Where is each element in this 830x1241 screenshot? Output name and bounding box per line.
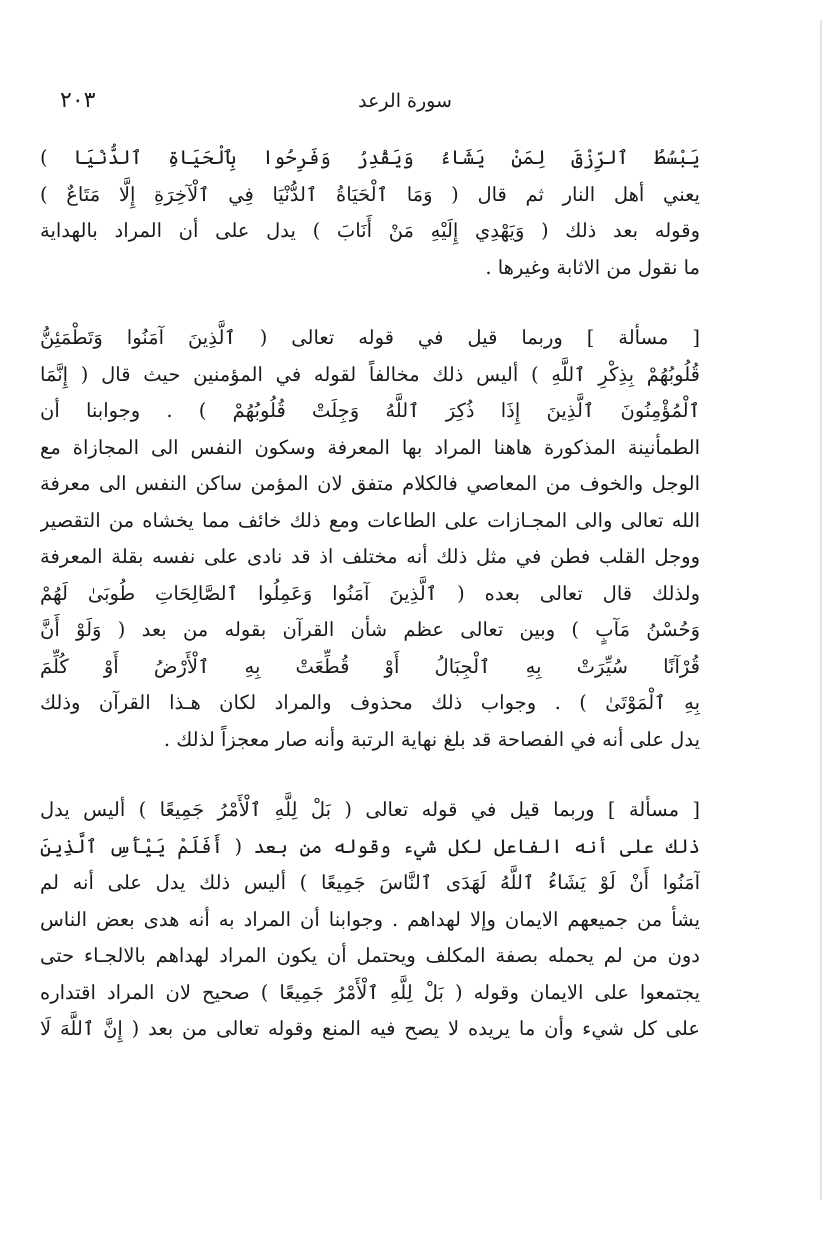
text-line: قُرْآنًا سُيِّرَتْ بِهِ ٱلْجِبَالُ أَوْ قُطِّعَتْ بِهِ ٱلْأَرْضُ أَوْ كُلِّمَ (40, 654, 700, 678)
text-line: آمَنُوا أَنْ لَوْ يَشَاءُ ٱللَّهُ لَهَدَى ٱلنَّاسَ جَمِيعًا ) أليس ذلك يدل على أنه لم (40, 871, 700, 894)
paragraph-continuation (40, 140, 700, 286)
page-edge-shadow (820, 20, 822, 1200)
text-line: الله تعالى والى المجـازات على الطاعات ومع ذلك خائف مما يخشاه من التقصير (40, 508, 700, 532)
paragraph-question-2 (40, 792, 700, 1048)
text-line: دون من لم يحمله بصفة المكلف ويحتمل أن يكون المراد لهداهم بالالجـاء حتى (40, 944, 700, 967)
body-text (40, 140, 700, 1048)
text-line: ولذلك قال تعالى بعده ( ٱلَّذِينَ آمَنُوا وَعَمِلُوا ٱلصَّالِحَاتِ طُوبَىٰ لَهُمْ (40, 581, 700, 605)
text-line: [ مسألة ] وربما قيل في قوله تعالى ( ٱلَّذِينَ آمَنُوا وَتَطْمَئِنُّ (40, 326, 700, 349)
text-line: قُلُوبُهُمْ بِذِكْرِ ٱللَّهِ ) أليس ذلك مخالفاً لقوله في المؤمنين حيث قال ( إِنَّمَا (40, 362, 700, 386)
text-line: الطمأنينة المذكورة هاهنا المراد بها المعرفة وسكون النفس الى المجازاة مع (40, 435, 700, 459)
text-line: على كل شيء وأن ما يريده لا يصح فيه المنع وقوله تعالى من بعد ( إِنَّ ٱللَّهَ لَا (40, 1017, 700, 1040)
text-line: ٱلْمُؤْمِنُونَ ٱلَّذِينَ إِذَا ذُكِرَ ٱللَّهُ وَجِلَتْ قُلُوبُهُمْ ) . وجوابنا أن (40, 399, 700, 422)
text-line: الوجل والخوف من المعاصي فالكلام متفق لان المؤمن ساكن النفس الى معرفة (40, 472, 700, 495)
paragraph-question-1 (40, 320, 700, 758)
text-line: يشأ من جميعهم الايمان وإلا لهداهم . وجوابنا أن المراد به أنه هدى بعض الناس (40, 907, 700, 931)
text-line: ما نقول من الاثابة وغيرها . (485, 255, 700, 279)
running-title: سورة الرعد (358, 90, 452, 112)
text-line: وقوله بعد ذلك ( وَيَهْدِي إِلَيْهِ مَنْ أَنَابَ ) يدل على أن المراد بالهداية (40, 219, 700, 242)
text-line: ذلك على أنه الفاعل لكل شيء وقوله من بعد ( أَفَلَمْ يَيْأَسِ ٱلَّذِينَ (40, 834, 700, 858)
text-line: وَحُسْنُ مَآبٍ ) وبين تعالى عظم شأن القرآن بقوله من بعد ( وَلَوْ أَنَّ (40, 618, 700, 641)
text-line: يعني أهل النار ثم قال ( وَمَا ٱلْحَيَاةُ ٱلدُّنْيَا فِي ٱلْآخِرَةِ إِلَّا مَتَاعٌ ) (40, 182, 700, 206)
text-line: بِهِ ٱلْمَوْتَىٰ ) . وجواب ذلك محذوف والمراد لكان هـذا القرآن وذلك (40, 691, 700, 714)
text-line: ووجل القلب فطن في مثل ذلك أنه مختلف اذ قد نادى على نفسه بقلة المعرفة (40, 545, 700, 568)
page-number: ٢٠٣ (60, 88, 96, 113)
text-line: يجتمعوا على الايمان وقوله ( بَلْ لِلَّهِ ٱلْأَمْرُ جَمِيعًا ) صحيح لان المراد اقتداره (40, 980, 700, 1004)
text-line: يَبْسُطُ ٱلرِّزْقَ لِمَنْ يَشَاءُ وَيَقْدِرُ وَفَرِحُوا بِٱلْحَيَاةِ ٱلدُّنْيَا ) (40, 146, 700, 169)
text-line: يدل على أنه في الفصاحة قد بلغ نهاية الرتبة وأنه صار معجزاً لذلك . (163, 727, 700, 751)
text-line: [ مسألة ] وربما قيل في قوله تعالى ( بَلْ لِلَّهِ ٱلْأَمْرُ جَمِيعًا ) أليس يدل (40, 798, 700, 821)
page-header (60, 88, 750, 122)
